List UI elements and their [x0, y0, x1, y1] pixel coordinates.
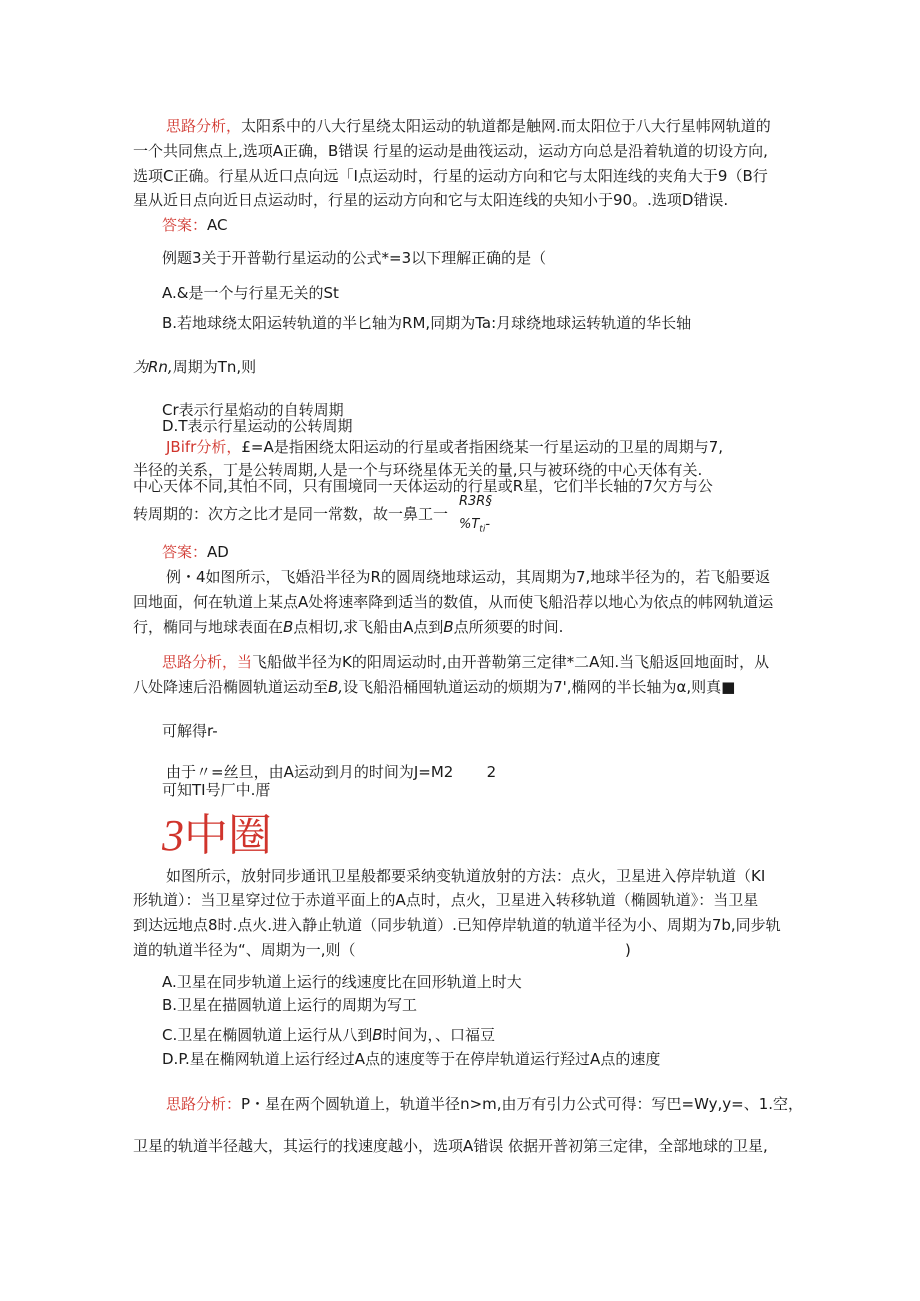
option-d: D.P.星在椭网轨道上运行经过A点的速度等于在停岸轨道运行羟过A点的速度 — [162, 1050, 661, 1068]
analysis-paragraph-3 — [162, 652, 769, 672]
analysis-label: 思路分析，当 — [162, 653, 253, 671]
option-d: D.T表示行星运动的公转周期 — [162, 417, 353, 435]
formula-subscript: ti — [479, 524, 486, 535]
text-line: 太阳系中的八大行星绕太阳运动的轨道都是触网.而太阳位于八大行星帏网轨道的 — [241, 117, 771, 135]
point-label: B — [283, 618, 294, 636]
text-line: 星从近日点向近日点运动时，行星的运动方向和它与太阳连线的央知小于90。.选项D错误. — [133, 191, 729, 209]
option-c — [162, 1025, 495, 1045]
text-line — [133, 677, 735, 697]
analysis-paragraph-4 — [166, 1094, 803, 1114]
text-line: 由于〃=丝旦，由A运动到月的时间为J=M2 2 — [166, 763, 497, 781]
text-line: P・星在两个圆轨道上，轨道半径n>m,由万有引力公式可得：写巴=Wy,y=、1.空， — [241, 1095, 804, 1113]
example-4-line: 回地面，何在轨道上某点A处将速率降到适当的数值，从而使飞船沿荐以地心为依点的帏网轨道运 — [133, 593, 774, 611]
text-line: 转周期的：次方之比才是同一常数，故一鼻工一 — [133, 505, 449, 523]
example-5-line: 道的轨道半径为“、周期为一,则（ — [133, 941, 356, 959]
formula-numerator: R3R§ — [459, 494, 492, 509]
text-line: 中心天体不同,其怕不同，只有围境同一天体运动的行星或R星，它们半长轴的7欠方与公 — [133, 477, 713, 495]
analysis-paragraph-2 — [166, 437, 723, 457]
point-label: B — [372, 1026, 383, 1044]
option-b: B.卫星在描圆轨道上运行的周期为写工 — [162, 996, 418, 1014]
italic-text: 为Rn, — [133, 358, 173, 376]
analysis-paragraph-1 — [166, 116, 771, 136]
formula-tail: - — [485, 517, 491, 532]
answer-label: 答案： — [162, 216, 208, 234]
example-4-line: 例・4如图所示，飞婚沿半径为R的圆周绕地球运动，其周期为7,地球半径为的，若飞船要返 — [166, 568, 771, 586]
analysis-label: JBifr分析， — [166, 438, 242, 456]
analysis-label: 思路分析： — [166, 1095, 242, 1113]
answer-line — [162, 542, 229, 562]
answer-line — [162, 215, 228, 235]
option-b: B.若地球绕太阳运转轨道的半匕轴为RM,同期为Ta:月球绕地球运转轨道的华长轴 — [162, 314, 692, 332]
text: 点所须要的时间. — [453, 618, 564, 636]
text: 时间为，、口福豆 — [382, 1026, 496, 1044]
point-label: B — [443, 618, 454, 636]
text: C.卫星在椭圆轨道上运行从八到 — [162, 1026, 373, 1044]
section-title: 中圈 — [184, 811, 272, 860]
text: 周期为Tn,则 — [172, 358, 257, 376]
text: 八处降速后沿椭圆轨道运动至 — [133, 678, 329, 696]
text: 设飞船沿桶囤轨道运动的烦期为7',椭网的半长轴为α,则真■ — [343, 678, 736, 696]
text-line: 可解得r- — [162, 722, 218, 740]
text-line: 卫星的轨道半径越大，其运行的找速度越小，选项A错误 依据开普初第三定律，全部地球的卫星, — [133, 1137, 768, 1155]
example-4-line — [133, 617, 563, 637]
text: 行，椭同与地球表面在 — [133, 618, 284, 636]
text-line: 选项C正确。行星从近口点向远「I点运动时，行星的运动方向和它与太阳连线的夹角大于9（B行 — [133, 167, 768, 185]
formula-denominator-text: %T — [459, 517, 480, 532]
section-number: 3 — [162, 811, 184, 860]
answer-value: AC — [207, 216, 228, 234]
text-line: 飞船做半径为K的阳周运动时,由开普勒第三定律*二A知.当飞船返回地面时，从 — [252, 653, 770, 671]
section-heading — [162, 808, 272, 864]
example-5-line: 如图所示，放射同步通讯卫星般都要采纳变轨道放射的方法：点火，卫星进入停岸轨道（KI — [166, 867, 766, 885]
text-line: £=A是指困绕太阳运动的行星或者指困绕某一行星运动的卫星的周期与7, — [241, 438, 724, 456]
option-b-continued — [133, 357, 256, 377]
answer-label: 答案： — [162, 543, 208, 561]
text: 点相切,求飞船由A点到 — [293, 618, 444, 636]
option-c: Cr表示行星焰动的自转周期 — [162, 401, 344, 419]
example-5-line: 到达远地点8时.点火.进入静止轨道（同步轨道）.已知停岸轨道的轨道半径为小、周期为7b,同步轨 — [133, 916, 781, 934]
point-label: B, — [328, 678, 344, 696]
text-line: 一个共同焦点上,选项A正确，B错误 行星的运动是曲筏运动，运动方向总是沿着轨道的切设方向, — [133, 142, 768, 160]
text-line: 半径的关系，丁是公转周期,人是一个与环绕星体无关的量,只与被环绕的中心天体有关. — [133, 461, 703, 479]
answer-value: AD — [207, 543, 229, 561]
option-a: A.卫星在同步轨道上运行的线速度比在回形轨道上时大 — [162, 973, 522, 991]
formula-denominator — [459, 518, 490, 537]
text-line: 可知TI号厂中.厝 — [162, 781, 271, 799]
example-3-stem: 例题3关于开普勒行星运动的公式*=3以下理解正确的是（ — [162, 249, 547, 267]
analysis-label: 思路分析， — [166, 117, 242, 135]
example-5-line: 形轨道）：当卫星穿过位于赤道平面上的A点时，点火，卫星进入转移轨道（椭圆轨道》：当卫星 — [133, 891, 759, 909]
option-a: A.&是一个与行星无关的St — [162, 284, 339, 302]
bracket-close: ) — [625, 941, 631, 959]
